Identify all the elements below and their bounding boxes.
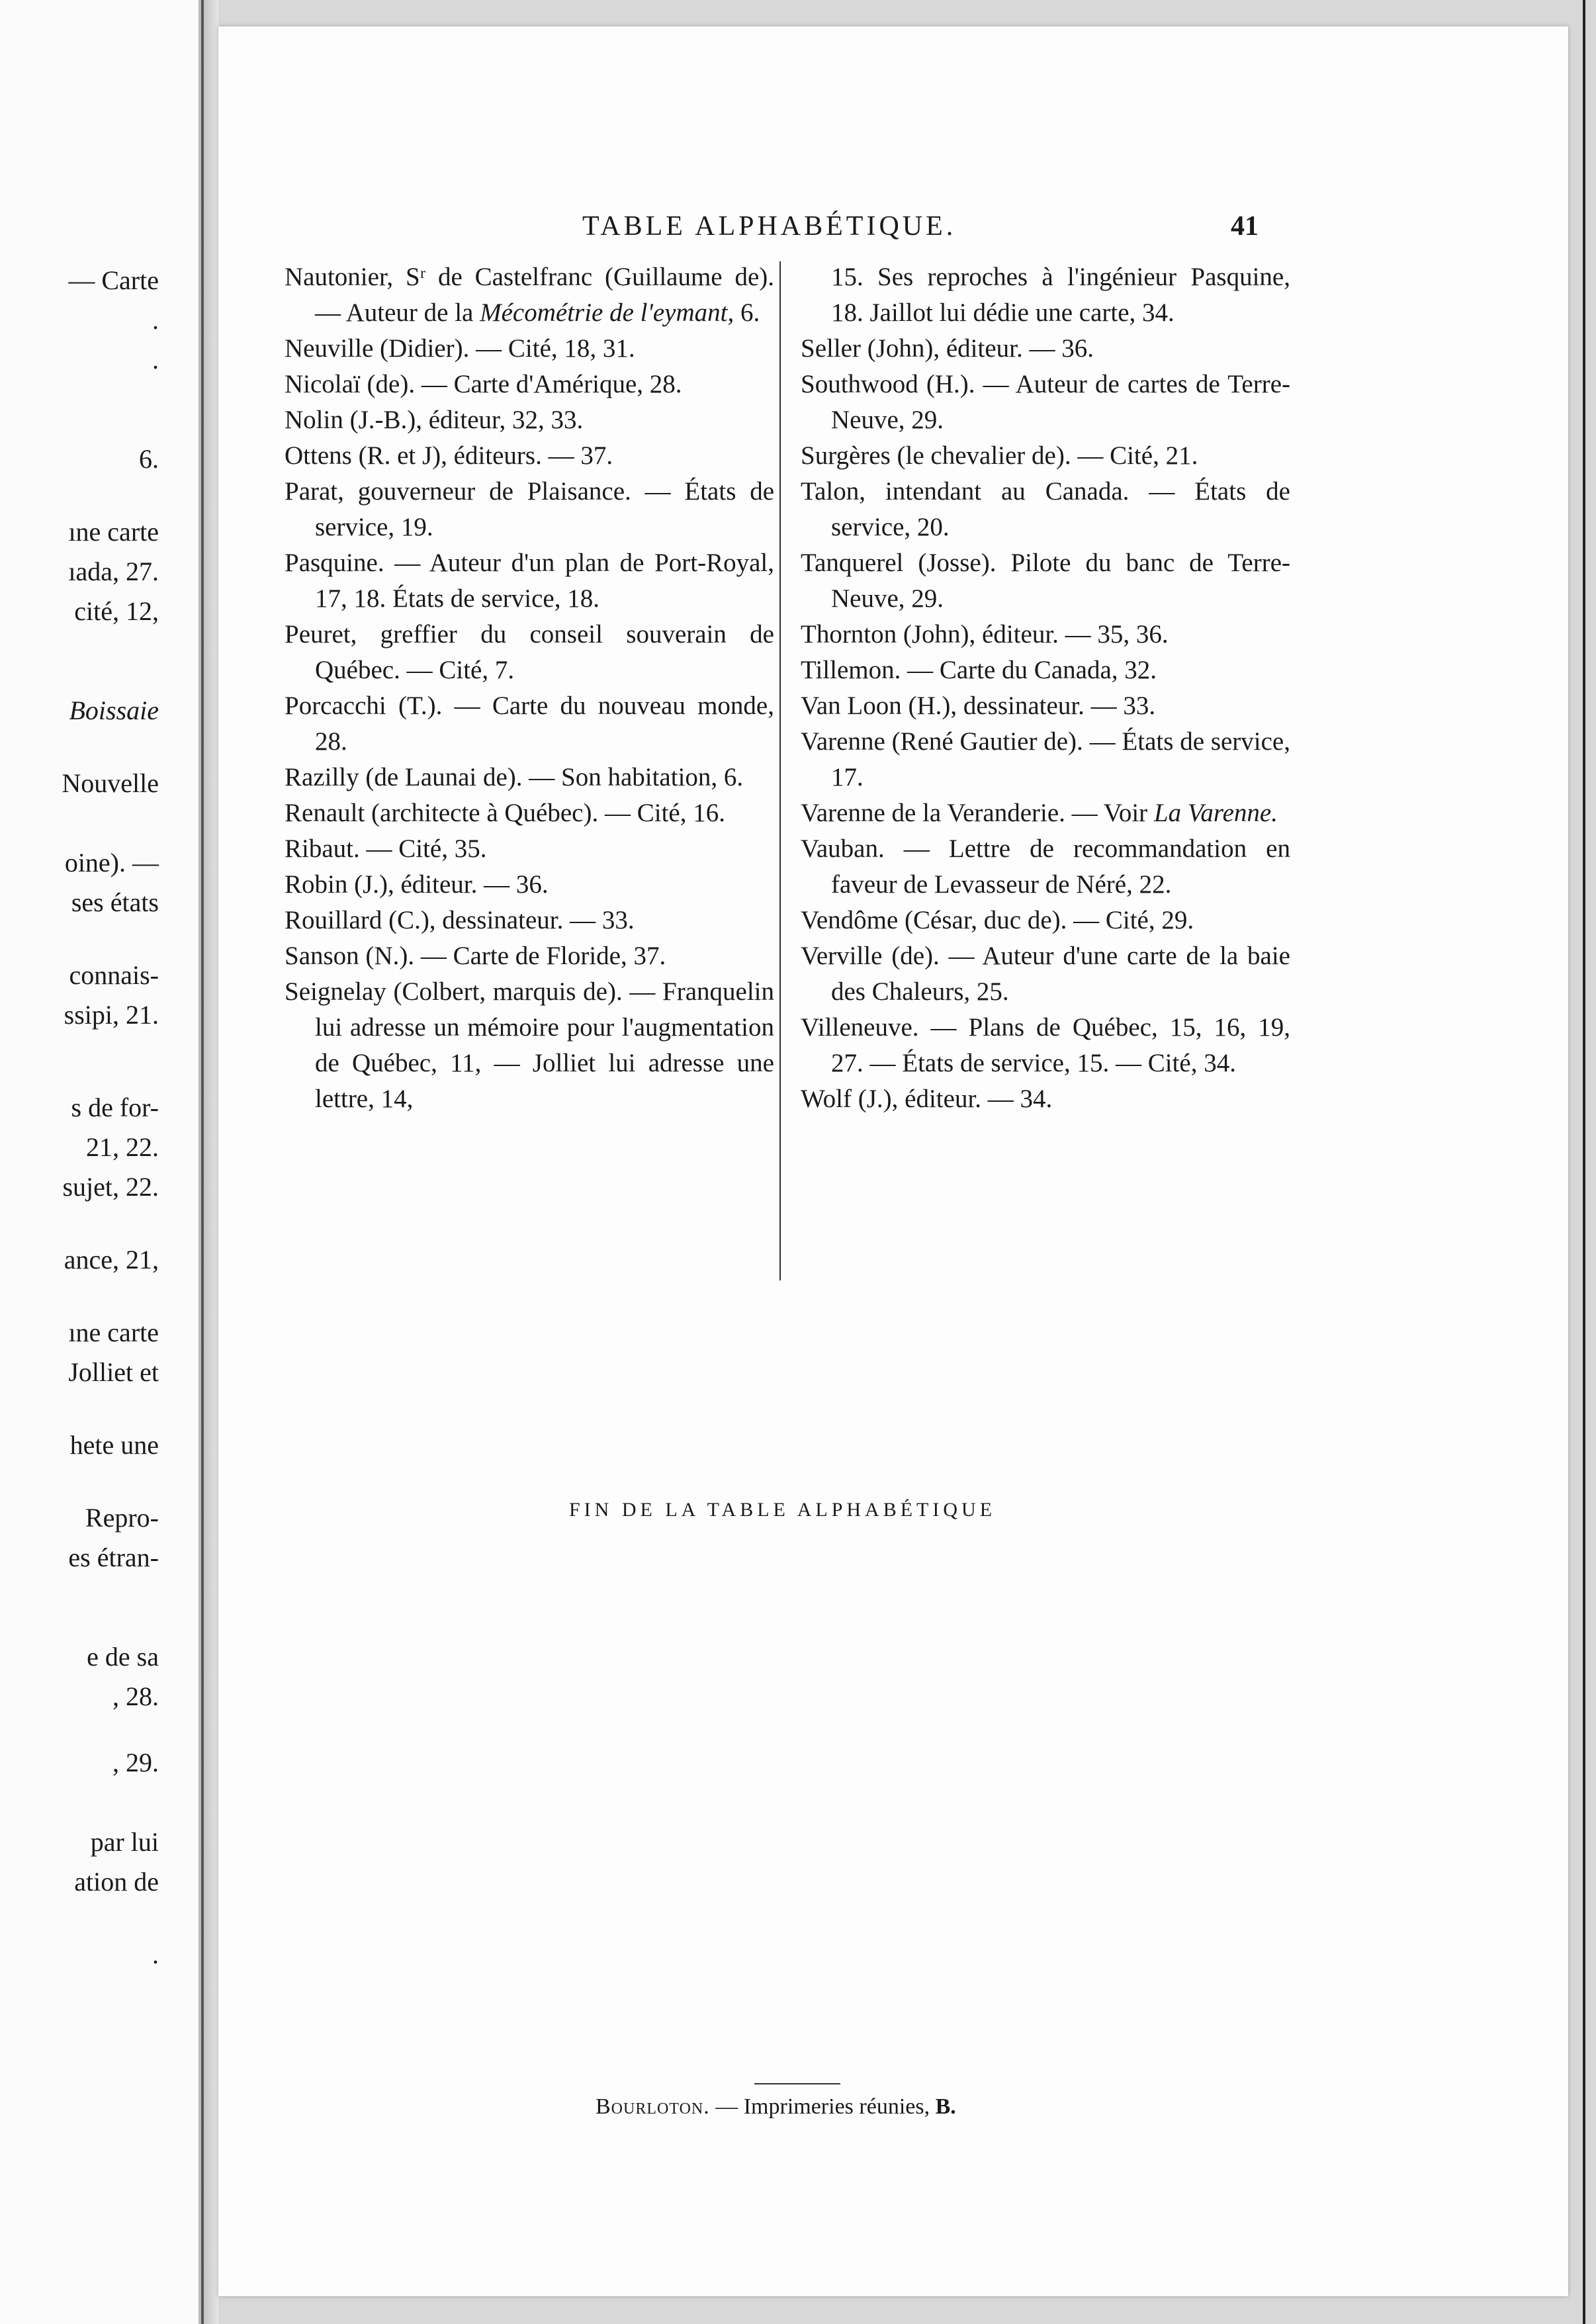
entry-text: Ribaut. — Cité, 35. <box>285 834 487 863</box>
entry-text: Ottens (R. et J), éditeurs. — 37. <box>285 441 613 470</box>
entry-text: Seller (John), éditeur. — 36. <box>801 334 1094 363</box>
entry-text: Pasquine. — Auteur d'un plan de Port-Royal, 17, 18. États de service, 18. <box>285 549 774 613</box>
facing-page-text: Repro- <box>85 1503 159 1533</box>
index-entry <box>801 831 1290 903</box>
index-entry <box>285 367 774 402</box>
facing-page-text: Jolliet et <box>68 1357 159 1387</box>
index-entry <box>285 617 774 688</box>
entry-text: Varenne (René Gautier de). — États de service, 17. <box>801 727 1290 791</box>
end-of-index-title: FIN DE LA TABLE ALPHABÉTIQUE <box>569 1499 997 1521</box>
facing-page-text: ıne carte <box>68 1318 159 1347</box>
index-entry <box>285 867 774 903</box>
index-entry <box>285 974 774 1117</box>
facing-page-text: par lui <box>90 1827 159 1857</box>
entry-text: Nolin (J.-B.), éditeur, 32, 33. <box>285 406 584 434</box>
entry-text: Seignelay (Colbert, marquis de). — Franquelin lui adresse un mémoire pour l'augmentation de Québec, 11, — Jolliet lui adresse une lettre, 14, <box>285 977 774 1113</box>
index-entry <box>801 438 1290 474</box>
index-entry <box>285 474 774 545</box>
entry-text: Wolf (J.), éditeur. — 34. <box>801 1085 1053 1113</box>
entry-text: Nicolaï (de). — Carte d'Amérique, 28. <box>285 370 682 398</box>
facing-page-text: s de for- <box>71 1093 159 1122</box>
entry-text-tail: 6. <box>734 298 760 327</box>
facing-page-text: 21, 22. <box>86 1132 159 1162</box>
printer-imprint <box>596 2094 956 2120</box>
entry-text: Tillemon. — Carte du Canada, 32. <box>801 656 1157 684</box>
facing-page-text: ance, 21, <box>64 1245 159 1274</box>
index-column-left <box>285 259 774 1117</box>
index-entry <box>285 438 774 474</box>
index-entry <box>285 688 774 760</box>
facing-page-text: connais- <box>69 960 159 990</box>
entry-text: Razilly (de Launai de). — Son habitation, 6. <box>285 763 744 791</box>
entry-text: Nautonier, Sʳ de Castelfranc (Guillaume de). — Auteur de la <box>285 263 774 327</box>
entry-text: Peuret, greffier du conseil souverain de Québec. — Cité, 7. <box>285 620 774 684</box>
facing-page-text: sujet, 22. <box>62 1172 159 1202</box>
entry-text: Southwood (H.). — Auteur de cartes de Terre-Neuve, 29. <box>801 370 1290 434</box>
entry-text: Villeneuve. — Plans de Québec, 15, 16, 19, 27. — États de service, 15. — Cité, 34. <box>801 1013 1290 1077</box>
facing-page-text: hete une <box>69 1430 159 1460</box>
index-entry <box>801 652 1290 688</box>
index-entry <box>285 903 774 938</box>
index-entry <box>801 1081 1290 1117</box>
page-edge-line <box>1583 0 1585 2324</box>
imprint-rule <box>754 2083 840 2084</box>
index-entry <box>801 903 1290 938</box>
entry-text: Surgères (le chevalier de). — Cité, 21. <box>801 441 1198 470</box>
index-entry <box>285 545 774 617</box>
running-title: TABLE ALPHABÉTIQUE. <box>582 211 957 242</box>
facing-page-text: , 29. <box>112 1748 159 1777</box>
facing-page-text: ssipi, 21. <box>64 1000 159 1030</box>
entry-text: Vendôme (César, duc de). — Cité, 29. <box>801 906 1194 934</box>
entry-text: Verville (de). — Auteur d'une carte de la baie des Chaleurs, 25. <box>801 942 1290 1006</box>
index-entry <box>801 545 1290 617</box>
index-entry <box>801 688 1290 724</box>
facing-page-text: Nouvelle <box>62 768 159 798</box>
index-entry <box>285 402 774 438</box>
index-entry <box>801 1010 1290 1081</box>
index-entry <box>801 474 1290 545</box>
printer-text: — Imprimeries réunies, <box>709 2094 936 2119</box>
index-entry <box>801 367 1290 438</box>
facing-page-text: e de sa <box>87 1642 159 1672</box>
entry-text: Renault (architecte à Québec). — Cité, 16. <box>285 799 725 827</box>
index-entry <box>801 617 1290 652</box>
entry-italic-title: Mécométrie de l'eymant, <box>480 298 734 327</box>
facing-page-text: . <box>152 1940 159 1969</box>
entry-text: Van Loon (H.), dessinateur. — 33. <box>801 692 1156 720</box>
index-entry <box>801 795 1290 831</box>
index-entry <box>801 938 1290 1010</box>
facing-page-text: oine). — <box>64 848 159 877</box>
facing-page-text: . <box>152 305 159 335</box>
entry-text: Porcacchi (T.). — Carte du nouveau monde, 28. <box>285 692 774 756</box>
index-entry <box>801 259 1290 331</box>
entry-italic-title: La Varenne. <box>1153 799 1278 827</box>
printer-letter: B. <box>935 2094 956 2119</box>
entry-text: Parat, gouverneur de Plaisance. — États de service, 19. <box>285 477 774 541</box>
page-number: 41 <box>1231 211 1259 242</box>
entry-text: Vauban. — Lettre de recommandation en faveur de Levasseur de Néré, 22. <box>801 834 1290 899</box>
facing-page-text: — Carte <box>68 265 159 295</box>
facing-page-text: ıada, 27. <box>68 557 159 586</box>
column-divider <box>779 261 781 1280</box>
facing-page-fragment <box>0 0 199 2324</box>
entry-text: 15. Ses reproches à l'ingénieur Pasquine, 18. Jaillot lui dédie une carte, 34. <box>831 263 1290 327</box>
facing-page-text: ıne carte <box>68 517 159 547</box>
entry-text: Robin (J.), éditeur. — 36. <box>285 870 549 899</box>
index-entry <box>285 760 774 795</box>
index-entry <box>285 331 774 367</box>
facing-page-text: ation de <box>74 1867 159 1897</box>
facing-page-text: Boissaie <box>69 695 159 725</box>
facing-page-text: , 28. <box>112 1681 159 1711</box>
facing-page-text: ses états <box>71 887 159 917</box>
entry-text: Sanson (N.). — Carte de Floride, 37. <box>285 942 666 970</box>
entry-text: Talon, intendant au Canada. — États de service, 20. <box>801 477 1290 541</box>
index-entry <box>285 938 774 974</box>
index-entry <box>801 331 1290 367</box>
facing-page-text: cité, 12, <box>74 596 159 626</box>
index-entry <box>801 724 1290 795</box>
entry-text: Tanquerel (Josse). Pilote du banc de Terre-Neuve, 29. <box>801 549 1290 613</box>
index-entry <box>285 831 774 867</box>
index-column-right <box>801 259 1290 1117</box>
printer-name: Bourloton. <box>596 2094 710 2119</box>
entry-text: Varenne de la Veranderie. — Voir <box>801 799 1154 827</box>
facing-page-text: es étran- <box>68 1542 159 1572</box>
facing-page-text: 6. <box>139 444 159 474</box>
entry-text: Rouillard (C.), dessinateur. — 33. <box>285 906 635 934</box>
facing-page-text: . <box>152 345 159 375</box>
index-entry <box>285 795 774 831</box>
entry-text: Neuville (Didier). — Cité, 18, 31. <box>285 334 635 363</box>
gutter-line <box>201 0 204 2324</box>
entry-text: Thornton (John), éditeur. — 35, 36. <box>801 620 1169 648</box>
index-entry <box>285 259 774 331</box>
